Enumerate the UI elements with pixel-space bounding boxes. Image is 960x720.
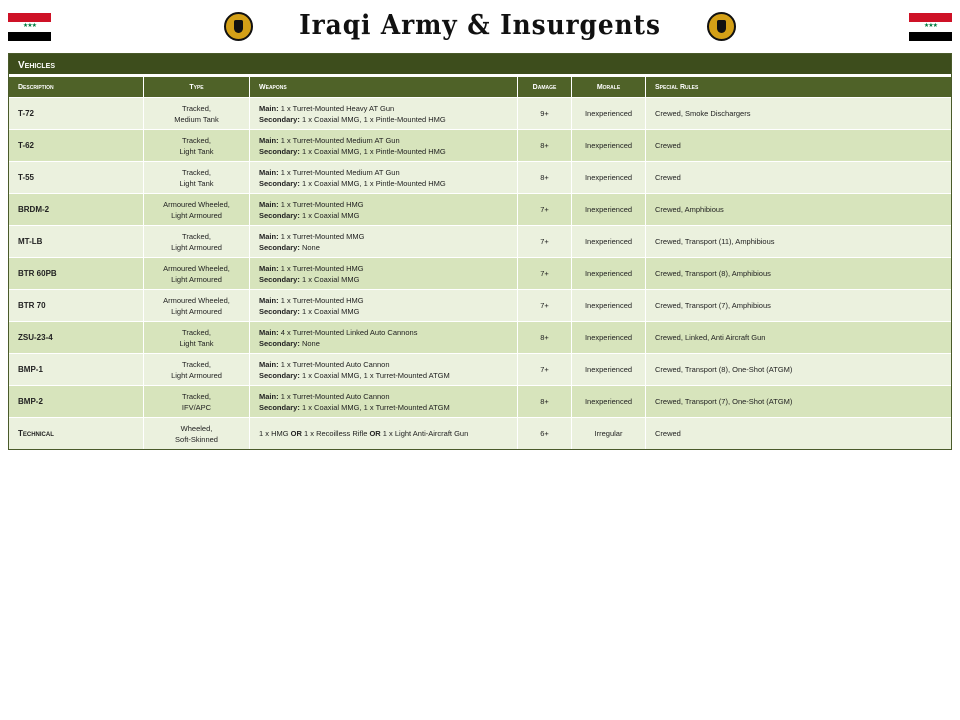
main-label: Main: <box>259 359 279 369</box>
secondary-weapon <box>259 370 508 381</box>
col-header-special-rules: Special Rules <box>655 83 699 91</box>
secondary-weapon <box>259 274 508 285</box>
vehicle-name: BTR 70 <box>18 301 46 310</box>
vehicle-name: Technical <box>18 429 54 438</box>
table-row <box>9 161 951 193</box>
secondary-weapon-text: 1 x Coaxial MMG, 1 x Turret-Mounted ATGM <box>301 402 450 412</box>
main-label: Main: <box>259 231 279 241</box>
morale-value: Inexperienced <box>584 333 633 342</box>
col-header-damage: Damage <box>518 77 572 97</box>
army-emblem-left-icon <box>224 12 253 41</box>
weapons-option: 1 x HMG <box>259 429 291 438</box>
col-header-morale: Morale <box>572 77 646 97</box>
special-rules: Crewed <box>655 173 681 182</box>
col-header-type: Type <box>144 77 250 97</box>
special-rules: Crewed, Transport (7), Amphibious <box>655 301 771 310</box>
main-weapon-text: 1 x Turret-Mounted HMG <box>280 199 364 209</box>
table-row <box>9 289 951 321</box>
vehicle-class: Light Tank <box>179 178 214 188</box>
table-row <box>9 321 951 353</box>
morale-value: Inexperienced <box>584 237 633 246</box>
vehicle-class: IFV/APC <box>181 402 212 412</box>
secondary-weapon-text: 1 x Coaxial MMG <box>301 274 360 284</box>
damage-value: 7+ <box>540 237 549 246</box>
damage-value: 9+ <box>540 109 549 118</box>
secondary-weapon <box>259 114 508 125</box>
secondary-weapon-text: 1 x Coaxial MMG <box>301 210 360 220</box>
secondary-weapon-text: None <box>301 242 320 252</box>
vehicle-name: BMP-1 <box>18 365 43 374</box>
iraq-flag-right: ★★★ <box>909 13 952 41</box>
vehicle-class: Light Armoured <box>171 242 222 252</box>
special-rules: Crewed <box>655 141 681 150</box>
secondary-label: Secondary: <box>259 274 300 284</box>
vehicle-name: MT-LB <box>18 237 43 246</box>
iraq-flag-left: ★★★ <box>8 13 51 41</box>
main-weapon <box>259 263 508 274</box>
secondary-label: Secondary: <box>259 370 300 380</box>
damage-value: 6+ <box>540 429 549 438</box>
weapons-text <box>259 428 508 439</box>
main-weapon-text: 1 x Turret-Mounted Medium AT Gun <box>280 167 400 177</box>
main-weapon-text: 1 x Turret-Mounted HMG <box>280 263 364 273</box>
weapons-or: OR <box>369 429 381 438</box>
vehicle-type: Tracked, <box>182 135 211 145</box>
damage-value: 8+ <box>540 333 549 342</box>
main-weapon-text: 4 x Turret-Mounted Linked Auto Cannons <box>280 327 418 337</box>
secondary-label: Secondary: <box>259 338 300 348</box>
main-weapon <box>259 231 508 242</box>
special-rules: Crewed <box>655 429 681 438</box>
table-row <box>9 193 951 225</box>
vehicle-class: Light Tank <box>179 146 214 156</box>
table-row <box>9 129 951 161</box>
secondary-weapon-text: 1 x Coaxial MMG, 1 x Pintle-Mounted HMG <box>301 146 446 156</box>
main-weapon-text: 1 x Turret-Mounted MMG <box>280 231 365 241</box>
main-label: Main: <box>259 199 279 209</box>
morale-value: Inexperienced <box>584 141 633 150</box>
morale-value: Irregular <box>594 429 623 438</box>
table-caption: Vehicles <box>9 54 951 77</box>
vehicle-name: ZSU-23-4 <box>18 333 53 342</box>
main-weapon-text: 1 x Turret-Mounted Auto Cannon <box>280 359 390 369</box>
special-rules: Crewed, Linked, Anti Aircraft Gun <box>655 333 766 342</box>
vehicle-type: Armoured Wheeled, <box>163 295 230 305</box>
vehicles-table <box>8 53 952 450</box>
main-label: Main: <box>259 295 279 305</box>
secondary-label: Secondary: <box>259 210 300 220</box>
secondary-label: Secondary: <box>259 146 300 156</box>
weapons-option: 1 x Recoilless Rifle <box>301 429 370 438</box>
morale-value: Inexperienced <box>584 205 633 214</box>
secondary-weapon <box>259 338 508 349</box>
special-rules: Crewed, Amphibious <box>655 205 724 214</box>
morale-value: Inexperienced <box>584 397 633 406</box>
vehicle-type: Tracked, <box>182 327 211 337</box>
main-weapon <box>259 391 508 402</box>
vehicle-type: Tracked, <box>182 391 211 401</box>
damage-value: 7+ <box>540 301 549 310</box>
special-rules: Crewed, Smoke Dischargers <box>655 109 751 118</box>
damage-value: 7+ <box>540 365 549 374</box>
morale-value: Inexperienced <box>584 109 633 118</box>
table-header-row <box>9 77 951 97</box>
main-weapon-text: 1 x Turret-Mounted Heavy AT Gun <box>280 103 395 113</box>
special-rules: Crewed, Transport (11), Amphibious <box>655 237 775 246</box>
main-weapon <box>259 167 508 178</box>
main-weapon-text: 1 x Turret-Mounted Medium AT Gun <box>280 135 400 145</box>
vehicle-class: Light Armoured <box>171 210 222 220</box>
secondary-weapon-text: 1 x Coaxial MMG <box>301 306 360 316</box>
page-title: Iraqi Army & Insurgents <box>299 10 661 41</box>
secondary-weapon-text: 1 x Coaxial MMG, 1 x Pintle-Mounted HMG <box>301 178 446 188</box>
secondary-weapon <box>259 306 508 317</box>
vehicle-class: Medium Tank <box>174 114 219 124</box>
col-header-weapons: Weapons <box>250 77 518 97</box>
morale-value: Inexperienced <box>584 301 633 310</box>
vehicle-class: Light Tank <box>179 338 214 348</box>
main-weapon-text: 1 x Turret-Mounted Auto Cannon <box>280 391 390 401</box>
main-label: Main: <box>259 103 279 113</box>
secondary-weapon <box>259 146 508 157</box>
main-weapon <box>259 103 508 114</box>
main-label: Main: <box>259 167 279 177</box>
vehicle-type: Tracked, <box>182 231 211 241</box>
special-rules: Crewed, Transport (8), One-Shot (ATGM) <box>655 365 793 374</box>
damage-value: 7+ <box>540 269 549 278</box>
table-row <box>9 385 951 417</box>
vehicle-class: Light Armoured <box>171 370 222 380</box>
weapons-or: OR <box>290 429 302 438</box>
secondary-weapon <box>259 178 508 189</box>
secondary-label: Secondary: <box>259 242 300 252</box>
main-label: Main: <box>259 391 279 401</box>
main-label: Main: <box>259 135 279 145</box>
main-label: Main: <box>259 263 279 273</box>
vehicle-type: Wheeled, <box>180 423 213 433</box>
vehicle-class: Light Armoured <box>171 274 222 284</box>
vehicle-type: Armoured Wheeled, <box>163 263 230 273</box>
table-row <box>9 97 951 129</box>
table-row <box>9 225 951 257</box>
special-rules: Crewed, Transport (8), Amphibious <box>655 269 771 278</box>
main-weapon <box>259 359 508 370</box>
secondary-label: Secondary: <box>259 114 300 124</box>
col-header-description: Description <box>9 77 144 97</box>
secondary-weapon-text: 1 x Coaxial MMG, 1 x Pintle-Mounted HMG <box>301 114 446 124</box>
damage-value: 8+ <box>540 173 549 182</box>
vehicle-type: Armoured Wheeled, <box>163 199 230 209</box>
main-weapon-text: 1 x Turret-Mounted HMG <box>280 295 364 305</box>
secondary-weapon <box>259 402 508 413</box>
vehicle-name: BMP-2 <box>18 397 43 406</box>
vehicle-class: Light Armoured <box>171 306 222 316</box>
secondary-weapon-text: 1 x Coaxial MMG, 1 x Turret-Mounted ATGM <box>301 370 450 380</box>
morale-value: Inexperienced <box>584 365 633 374</box>
secondary-label: Secondary: <box>259 178 300 188</box>
main-label: Main: <box>259 327 279 337</box>
vehicle-type: Tracked, <box>182 103 211 113</box>
vehicle-name: T-62 <box>18 141 35 150</box>
secondary-weapon <box>259 242 508 253</box>
secondary-label: Secondary: <box>259 306 300 316</box>
damage-value: 7+ <box>540 205 549 214</box>
vehicle-name: BRDM-2 <box>18 205 50 214</box>
main-weapon <box>259 135 508 146</box>
army-emblem-right-icon <box>707 12 736 41</box>
morale-value: Inexperienced <box>584 173 633 182</box>
secondary-weapon <box>259 210 508 221</box>
table-row <box>9 417 951 449</box>
special-rules: Crewed, Transport (7), One-Shot (ATGM) <box>655 397 793 406</box>
main-weapon <box>259 327 508 338</box>
table-row <box>9 257 951 289</box>
morale-value: Inexperienced <box>584 269 633 278</box>
main-weapon <box>259 199 508 210</box>
damage-value: 8+ <box>540 397 549 406</box>
weapons-option: 1 x Light Anti-Aircraft Gun <box>380 429 469 438</box>
vehicle-name: T-72 <box>18 109 35 118</box>
vehicle-type: Tracked, <box>182 167 211 177</box>
table-row <box>9 353 951 385</box>
vehicle-class: Soft-Skinned <box>175 434 218 444</box>
main-weapon <box>259 295 508 306</box>
secondary-label: Secondary: <box>259 402 300 412</box>
vehicle-name: T-55 <box>18 173 35 182</box>
vehicle-type: Tracked, <box>182 359 211 369</box>
vehicle-name: BTR 60PB <box>18 269 57 278</box>
secondary-weapon-text: None <box>301 338 320 348</box>
damage-value: 8+ <box>540 141 549 150</box>
